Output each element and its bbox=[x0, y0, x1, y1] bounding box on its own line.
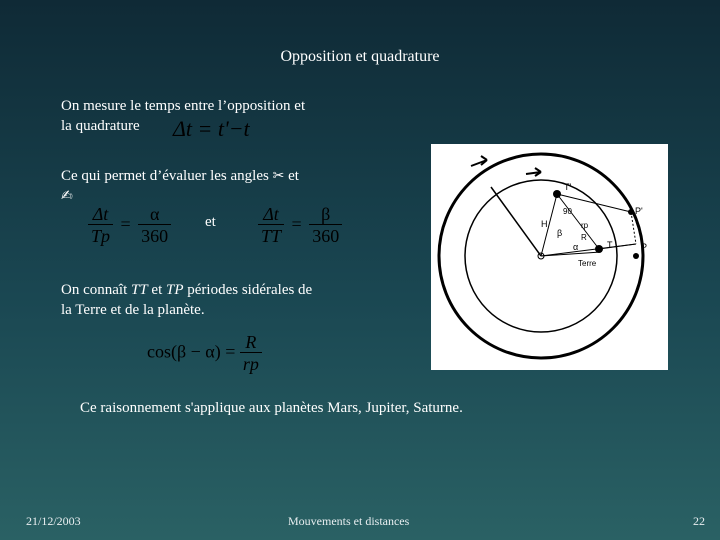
equation-delta-t: Δt = t'−t bbox=[173, 116, 250, 141]
fraction-den: TT bbox=[261, 226, 282, 246]
period-planet: TP bbox=[166, 282, 184, 298]
orbit-diagram bbox=[431, 144, 668, 370]
footer-page-number: 22 bbox=[693, 514, 705, 528]
paragraph-measure-line2: la quadrature bbox=[61, 118, 140, 134]
label-p-prime: P' bbox=[635, 206, 643, 216]
fraction-beta-360 bbox=[309, 204, 342, 247]
paragraph-measure-line1: On mesure le temps entre l’opposition et bbox=[61, 98, 306, 114]
equation-cos bbox=[147, 332, 262, 375]
label-beta: β bbox=[557, 228, 563, 238]
label-t: T bbox=[607, 240, 613, 250]
label-terre: Terre bbox=[578, 259, 597, 268]
writing-hand-icon: ✍ bbox=[61, 188, 73, 204]
fraction-alpha-360 bbox=[138, 204, 171, 247]
scissors-icon: ✂ bbox=[272, 168, 285, 184]
fraction-dt-tp bbox=[88, 204, 113, 247]
fraction-den: 360 bbox=[141, 226, 169, 246]
equation-ratio-planet: $\frac{\Delta t}{Tp}$ = $\frac{\alpha}{360}$ bbox=[88, 204, 171, 247]
equation-connector: et bbox=[205, 214, 216, 230]
label-t-prime: T' bbox=[564, 182, 572, 192]
footer-date: 21/12/2003 bbox=[26, 514, 81, 528]
label-rp: rp bbox=[581, 221, 589, 230]
fraction-den: 360 bbox=[312, 226, 340, 246]
label-h: H bbox=[541, 219, 548, 229]
paragraph-periods-a: On connaît bbox=[61, 282, 128, 298]
paragraph-angles bbox=[61, 166, 391, 206]
fraction-den: rp bbox=[242, 354, 259, 374]
period-earth: TT bbox=[130, 282, 148, 298]
slide-title: Opposition et quadrature bbox=[280, 48, 440, 65]
fraction-num: Δt bbox=[258, 204, 284, 225]
fraction-dt-tt bbox=[258, 204, 284, 247]
paragraph-periods-line2: la Terre et de la planète. bbox=[61, 302, 205, 318]
paragraph-angles-text: Ce qui permet d’évaluer les angles bbox=[61, 168, 269, 184]
label-r: R bbox=[581, 233, 587, 242]
fraction-r-rp bbox=[240, 332, 262, 375]
equation-ratio-earth: $\frac{\Delta t}{TT}$ = $\frac{\beta}{360}$ bbox=[258, 204, 342, 247]
paragraph-periods-b: périodes sidérales de bbox=[187, 282, 313, 298]
fraction-den: Tp bbox=[91, 226, 111, 246]
cos-lhs: cos(β − α) = bbox=[147, 341, 236, 362]
fraction-num: β bbox=[309, 204, 342, 225]
label-p: P bbox=[641, 242, 648, 252]
paragraph-periods-et: et bbox=[151, 282, 163, 298]
fraction-num: α bbox=[138, 204, 171, 225]
paragraph-angles-et: et bbox=[288, 168, 299, 184]
paragraph-conclusion: Ce raisonnement s'applique aux planètes Mars, Jupiter, Saturne. bbox=[80, 400, 463, 416]
label-alpha: α bbox=[573, 242, 579, 252]
paragraph-periods bbox=[61, 280, 381, 320]
label-90: 90 bbox=[563, 207, 572, 216]
fraction-num: Δt bbox=[88, 204, 113, 225]
fraction-num: R bbox=[240, 332, 262, 353]
footer-title: Mouvements et distances bbox=[288, 514, 410, 528]
